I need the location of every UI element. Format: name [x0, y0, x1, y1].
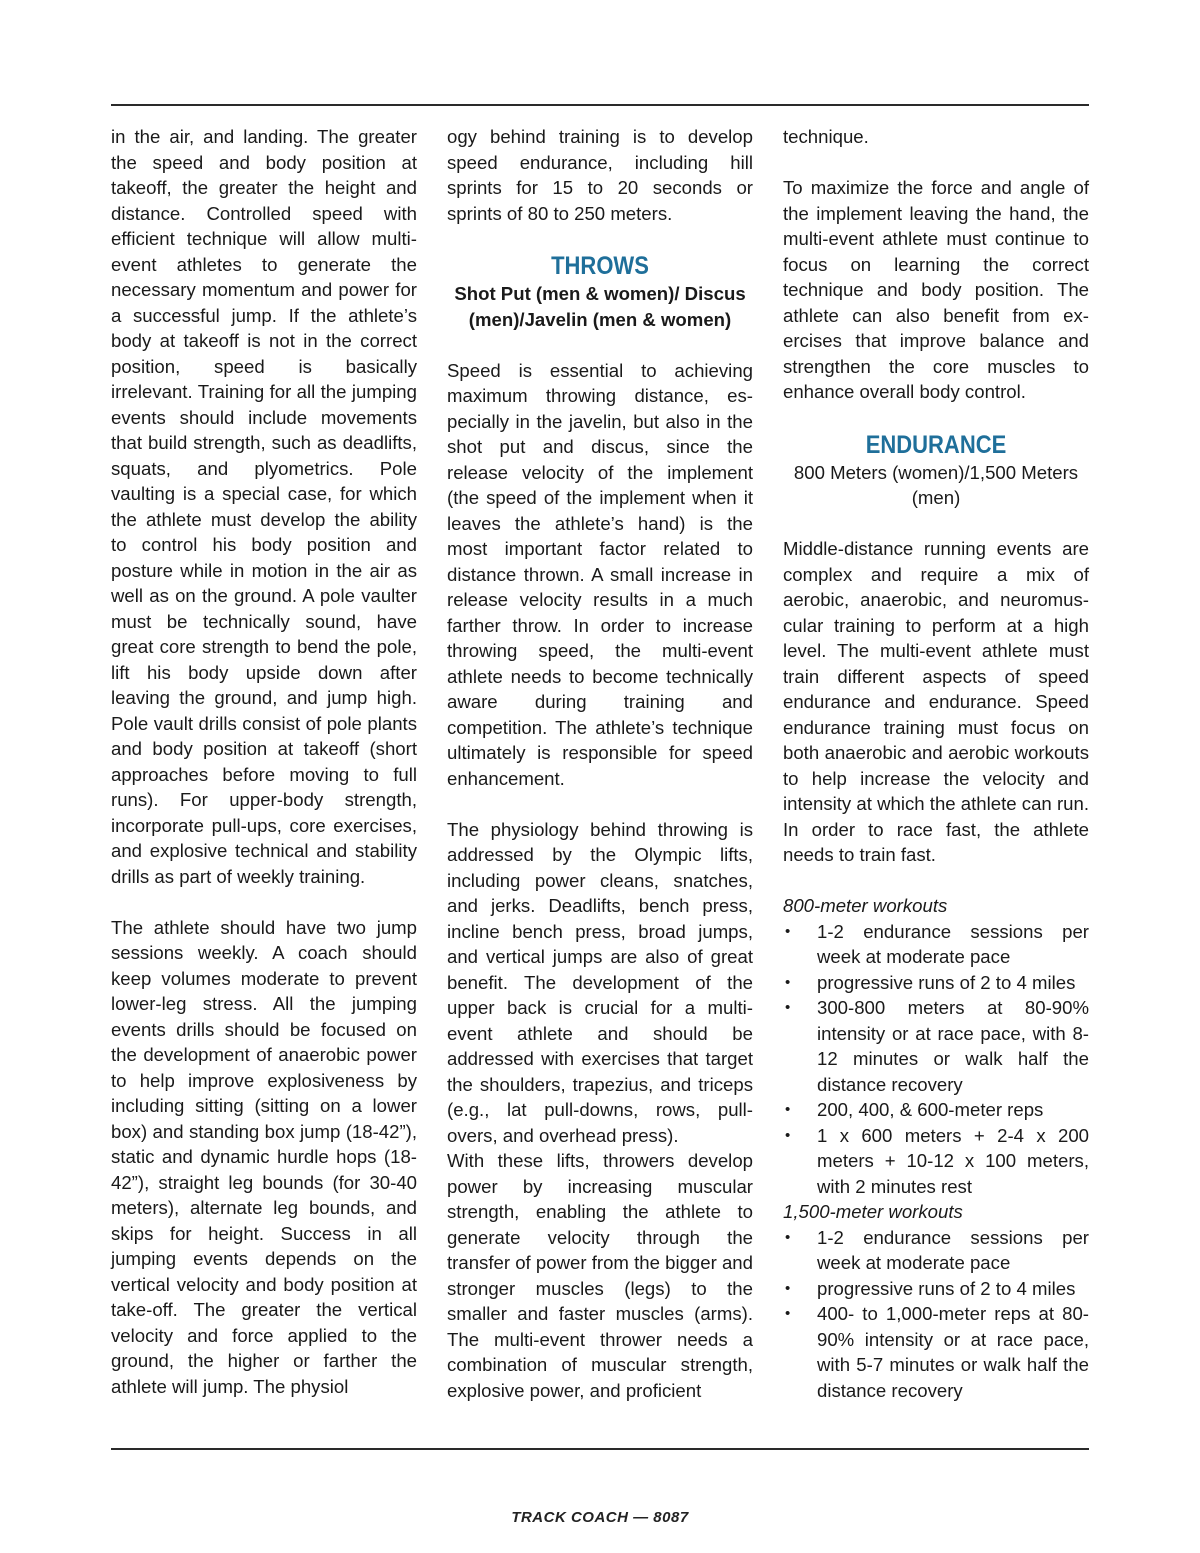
endurance-subheading: 800 Meters (women)/1,500 Meters (men) [793, 461, 1079, 508]
list-item: • 1-2 endurance sessions per week at moderate pace [783, 1225, 1089, 1276]
endurance-heading: ENDURANCE [865, 430, 1007, 459]
list-item: • progressive runs of 2 to 4 miles [783, 970, 1089, 996]
bottom-rule [111, 1448, 1089, 1450]
workouts-800-heading: 800-meter workouts [783, 895, 948, 916]
page-footer: TRACK COACH — 8087 [511, 1509, 689, 1526]
column-middle [447, 124, 753, 1403]
list-item: • 300-800 meters at 80-90% intensity or at race pace, with 8-12 minutes or walk half the distance recovery [783, 995, 1089, 1097]
throws-subheading: Shot Put (men & women)/ Discus (men)/Javelin (men & women) [454, 283, 746, 330]
list-item: • 1 x 600 meters + 2-4 x 200 meters + 10-12 x 100 meters, with 2 minutes rest [783, 1123, 1089, 1200]
workouts-800-list [783, 919, 1089, 1200]
body-paragraph: Middle-distance running events are complex and require a mix of aerobic, anaerobic, and neuromuscular training to perform at a high level. The multi-event athlete must train different aspects of speed endurance and endurance. Speed endurance training must focus on both anaerobic and aerobic workouts to help increase the velocity and intensity at which the athlete can run. In order to race fast, the athlete needs to train fast. [783, 538, 1089, 865]
list-item: • 1-2 endurance sessions per week at moderate pace [783, 919, 1089, 970]
body-paragraph: To maximize the force and angle of the implement leaving the hand, the multi-event athlete must continue to focus on learning the correct technique and body position. The athlete can also benefit from exercises that improve balance and strengthen the core muscles to enhance overall body control. [783, 177, 1089, 402]
throws-heading: THROWS [551, 252, 649, 280]
list-item: • progressive runs of 2 to 4 miles [783, 1276, 1089, 1302]
body-paragraph: The physiology behind throwing is addressed by the Olympic lifts, including power cleans, snatches, and jerks. Deadlifts, bench press, incline bench press, broad jumps, and vertical jumps are also of great benefit. The development of the upper back is crucial for a multi-event athlete and should be addressed with exercises that target the shoulders, trapezius, and triceps (e.g., lat pull-downs, rows, pull-overs, and overhead press). [447, 818, 753, 1146]
body-paragraph: technique. [783, 126, 869, 147]
workouts-1500-heading: 1,500-meter workouts [783, 1201, 963, 1222]
body-paragraph: With these lifts, throwers develop power by increasing muscular strength, enabling the athlete to generate velocity through the transfer of power from the bigger and stronger muscles (legs) to the smaller and faster muscles (arms). The multi-event thrower needs a combination of muscular strength, explosive power, and proficient [447, 1150, 753, 1401]
top-rule [111, 104, 1089, 106]
list-item: • 200, 400, & 600-meter reps [783, 1097, 1089, 1123]
body-paragraph: ogy behind training is to develop speed endurance, including hill sprints for 15 to 20 seconds or sprints of 80 to 250 meters. [447, 126, 753, 224]
workouts-1500-list [783, 1225, 1089, 1404]
column-left [111, 124, 417, 1399]
column-right [783, 124, 1089, 1403]
body-paragraph: Speed is essential to achieving maximum throwing distance, especially in the javelin, but also in the shot put and discus, since the release velocity of the implement (the speed of the implement when it leaves the athlete’s hand) is the most important factor related to distance thrown. A small increase in release velocity results in a much farther throw. In order to increase throwing speed, the multi-event athlete needs to become technically aware during training and competition. The athlete’s technique ultimately is responsible for speed enhancement. [447, 359, 753, 789]
body-paragraph: in the air, and landing. The greater the speed and body position at takeoff, the greater the height and distance. Controlled speed with efficient technique will allow multi-event athletes to generate the necessary momentum and power for a successful jump. If the athlete’s body at takeoff is not in the correct position, speed is basically irrelevant. Training for all the jumping events should include movements that build strength, such as deadlifts, squats, and plyometrics. Pole vaulting is a special case, for which the athlete must develop the ability to control his body position and posture while in motion in the air as well as on the ground. A pole vaulter must be technically sound, have great core strength to bend the pole, lift his body upside down after leaving the ground, and jump high. Pole vault drills consist of pole plants and body position at takeoff (short approaches before moving to full runs). For upper-body strength, incorporate pull-ups, core exercises, and explosive technical and stability drills as part of weekly training. [111, 126, 417, 887]
list-item: • 400- to 1,000-meter reps at 80-90% intensity or at race pace, with 5-7 minutes or walk half the distance recovery [783, 1301, 1089, 1403]
body-paragraph: The athlete should have two jump sessions weekly. A coach should keep volumes moderate to prevent lower-leg stress. All the jumping events drills should be focused on the development of anaerobic power to help improve explosiveness by including sitting (sitting on a lower box) and standing box jump (18-42”), static and dynamic hurdle hops (18-42”), straight leg bounds (for 30-40 meters), alternate leg bounds, and skips for height. Success in all jumping events depends on the vertical velocity and body position at take-off. The greater the vertical velocity and force applied to the ground, the higher or farther the athlete will jump. The physiol [111, 916, 417, 1397]
